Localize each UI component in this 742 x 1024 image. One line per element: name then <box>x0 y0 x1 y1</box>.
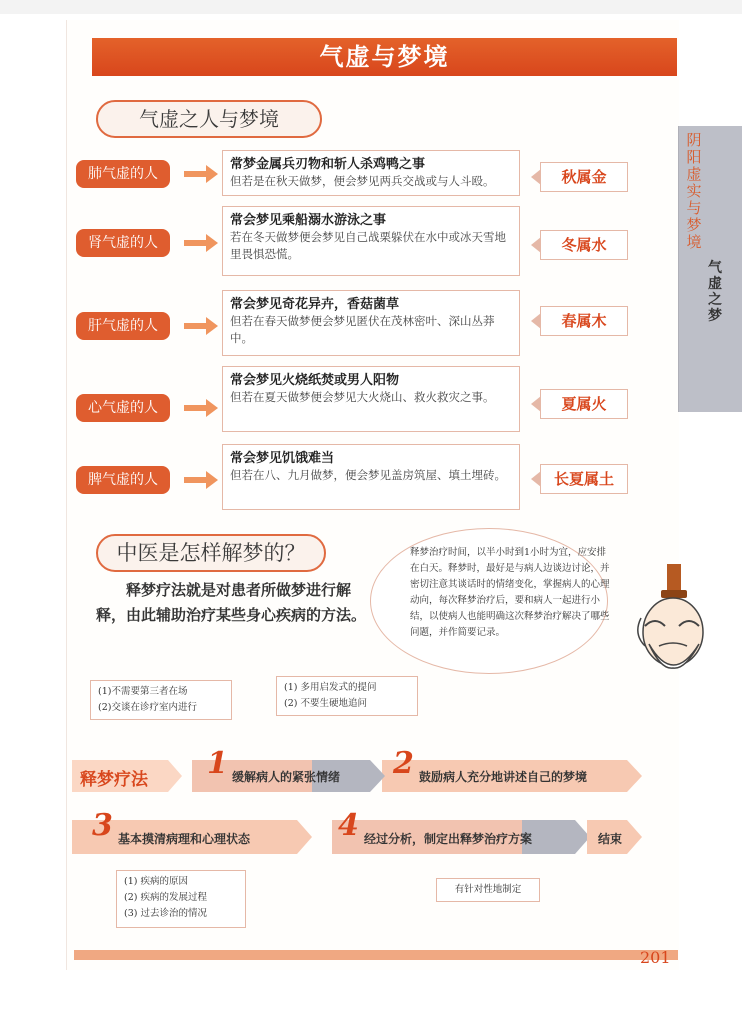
season-spring: 春属木 <box>540 306 628 336</box>
section1-title: 气虚之人与梦境 <box>96 100 322 138</box>
arrow-right-icon <box>184 471 218 489</box>
step-2-text: 鼓励病人充分地讲述自己的梦境 <box>419 770 588 784</box>
bottom-bar <box>74 950 678 960</box>
dream-heading: 常会梦见火烧纸焚或男人阳物 <box>230 373 400 388</box>
dream-heading: 常会梦见奇花异卉，香菇菌草 <box>230 297 400 312</box>
step-number-1: 1 <box>207 746 228 781</box>
note-line: (2)交谈在诊疗室内进行 <box>98 702 197 713</box>
section2-title: 中医是怎样解梦的？ <box>96 534 326 572</box>
flow-end: 结束 <box>598 832 623 846</box>
arrow-right-icon <box>184 234 218 252</box>
speech-text: 释梦治疗时间，以半小时到1小时为宜，应安排在白天。释梦时，最好是与病人边谈边讨论，并密切注意其谈话时的情绪变化，掌握病人的心理动向，每次释梦治疗后，要和病人一起进行小结，以使病人也能明确这次释梦治疗解决了哪些问题，并作简要记录。 <box>410 547 610 638</box>
dream-body: 但若是在秋天做梦，便会梦见两兵交战或与人斗殴。 <box>230 174 495 188</box>
dream-box-spleen <box>222 444 520 510</box>
organ-label-kidney: 肾气虚的人 <box>76 229 170 257</box>
dream-body: 若在冬天做梦便会梦见自己战栗躲伏在水中或冰天雪地里畏惧恐慌。 <box>230 230 506 261</box>
dream-heading: 常梦金属兵刃物和斩人杀鸡鸭之事 <box>230 157 426 172</box>
step-4-text: 经过分析，制定出释梦治疗方案 <box>364 832 533 846</box>
note-step1 <box>90 680 232 720</box>
dream-box-heart <box>222 366 520 432</box>
dream-box-liver <box>222 290 520 356</box>
side-tab-sub: 气虚之梦 <box>708 260 722 324</box>
arrow-right-icon <box>184 165 218 183</box>
dream-heading: 常会梦见乘船溺水游泳之事 <box>230 213 387 228</box>
note-line: (3) 过去诊治的情况 <box>124 908 207 919</box>
organ-label-heart: 心气虚的人 <box>76 394 170 422</box>
dream-body: 但若在春天做梦便会梦见匿伏在茂林密叶、深山丛莽中。 <box>230 314 495 345</box>
note-line: (2) 不要生硬地追问 <box>284 698 367 709</box>
page-number: 201 <box>640 948 671 967</box>
step-3-text: 基本摸清病理和心理状态 <box>118 832 251 846</box>
step-1-text: 缓解病人的紧张情绪 <box>232 770 341 784</box>
top-bar <box>0 0 742 14</box>
intro-text: 释梦疗法就是对患者所做梦进行解释，由此辅助治疗某些身心疾病的方法。 <box>96 581 367 624</box>
note-line: (1)不需要第三者在场 <box>98 686 188 697</box>
season-autumn: 秋属金 <box>540 162 628 192</box>
page-title: 气虚与梦境 <box>92 38 677 76</box>
arrow-right-icon <box>184 317 218 335</box>
dream-body: 但若在夏天做梦便会梦见大火烧山、救火救灾之事。 <box>230 390 495 404</box>
side-tab-main: 阴阳虚实与梦境 <box>686 131 702 251</box>
dream-box-kidney <box>222 206 520 276</box>
organ-label-lung: 肺气虚的人 <box>76 160 170 188</box>
season-summer: 夏属火 <box>540 389 628 419</box>
dream-box-lung <box>222 150 520 196</box>
note-step2 <box>276 676 418 716</box>
organ-label-liver: 肝气虚的人 <box>76 312 170 340</box>
note-line: (1) 疾病的原因 <box>124 876 188 887</box>
season-late-summer: 长夏属土 <box>540 464 628 494</box>
old-man-illustration-icon <box>615 560 715 695</box>
note-line: (1) 多用启发式的提问 <box>284 682 377 693</box>
season-winter: 冬属水 <box>540 230 628 260</box>
flow-label: 释梦疗法 <box>80 770 148 790</box>
step-number-2: 2 <box>393 746 414 781</box>
organ-label-spleen: 脾气虚的人 <box>76 466 170 494</box>
note-step4: 有针对性地制定 <box>436 878 540 902</box>
dream-body: 但若在八、九月做梦，便会梦见盖房筑屋、填土埋砖。 <box>230 468 506 482</box>
step-number-3: 3 <box>92 808 113 843</box>
note-line: (2) 疾病的发展过程 <box>124 892 207 903</box>
dream-heading: 常会梦见饥饿难当 <box>230 451 335 466</box>
note-step3 <box>116 870 246 928</box>
arrow-right-icon <box>184 399 218 417</box>
step-number-4: 4 <box>338 808 359 843</box>
